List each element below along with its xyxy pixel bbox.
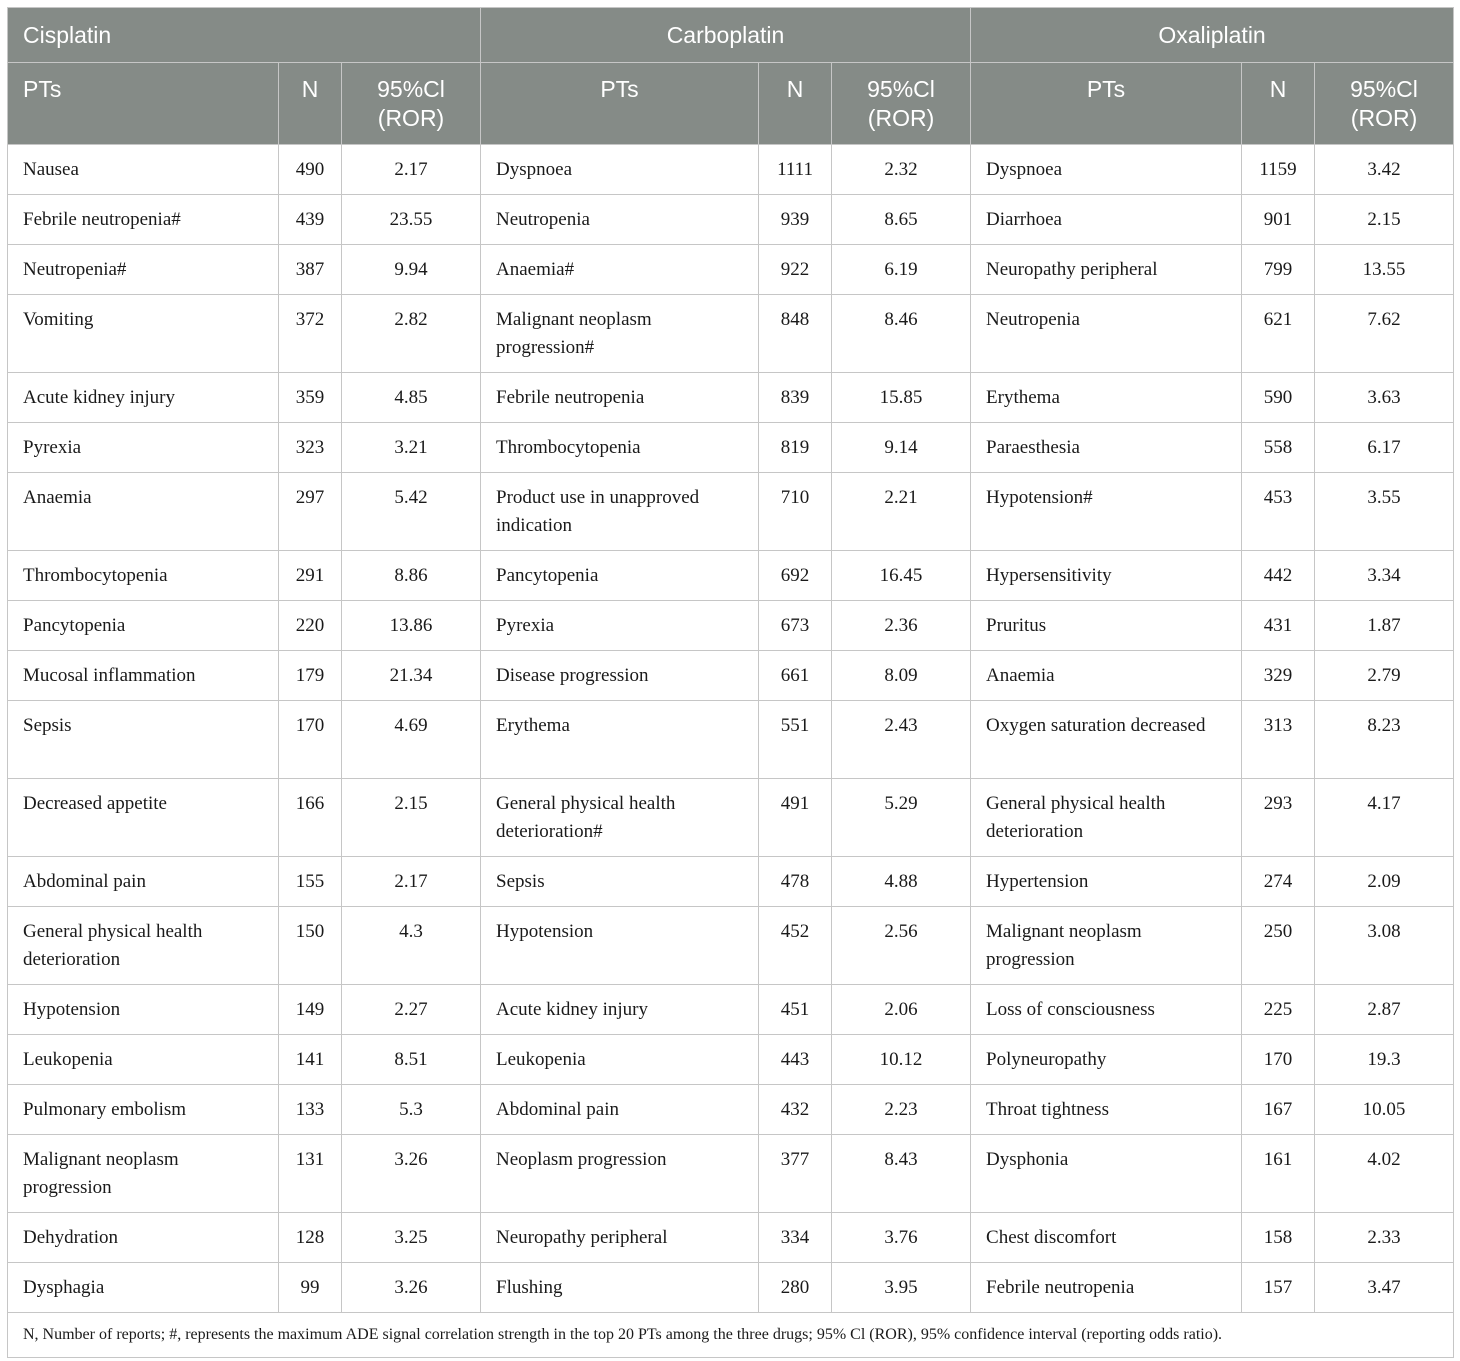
pt-cell: Vomiting	[8, 295, 279, 373]
pt-cell: Paraesthesia	[971, 423, 1242, 473]
ci-cell: 2.15	[342, 779, 481, 857]
n-cell: 799	[1242, 245, 1315, 295]
pt-cell: Pulmonary embolism	[8, 1085, 279, 1135]
n-cell: 323	[279, 423, 342, 473]
pt-cell: Dyspnoea	[971, 145, 1242, 195]
n-cell: 131	[279, 1135, 342, 1213]
ci-cell: 3.25	[342, 1213, 481, 1263]
ci-cell: 8.09	[832, 651, 971, 701]
pt-cell: Erythema	[481, 701, 759, 779]
ci-cell: 8.51	[342, 1035, 481, 1085]
ci-cell: 4.3	[342, 907, 481, 985]
pt-cell: Abdominal pain	[481, 1085, 759, 1135]
pt-cell: Hypotension	[481, 907, 759, 985]
ci-cell: 2.17	[342, 145, 481, 195]
pt-cell: Loss of consciousness	[971, 985, 1242, 1035]
ci-cell: 2.43	[832, 701, 971, 779]
pt-cell: Decreased appetite	[8, 779, 279, 857]
table-row	[8, 423, 1454, 473]
ci-cell: 3.47	[1315, 1263, 1454, 1313]
n-cell: 451	[759, 985, 832, 1035]
ci-cell: 13.55	[1315, 245, 1454, 295]
pt-cell: Hypertension	[971, 857, 1242, 907]
pt-cell: Febrile neutropenia	[481, 373, 759, 423]
n-cell: 141	[279, 1035, 342, 1085]
pt-cell: Acute kidney injury	[481, 985, 759, 1035]
table-row	[8, 1213, 1454, 1263]
pt-cell: Acute kidney injury	[8, 373, 279, 423]
n-cell: 280	[759, 1263, 832, 1313]
ci-cell: 3.34	[1315, 551, 1454, 601]
table-row	[8, 245, 1454, 295]
ci-cell: 2.27	[342, 985, 481, 1035]
ci-header-line1: 95%Cl	[867, 76, 935, 102]
ci-cell: 13.86	[342, 601, 481, 651]
n-cell: 297	[279, 473, 342, 551]
n-cell: 179	[279, 651, 342, 701]
ci-cell: 15.85	[832, 373, 971, 423]
adverse-events-table	[7, 7, 1454, 1358]
n-cell: 99	[279, 1263, 342, 1313]
pt-cell: Chest discomfort	[971, 1213, 1242, 1263]
ci-cell: 10.05	[1315, 1085, 1454, 1135]
ci-cell: 5.42	[342, 473, 481, 551]
table-row	[8, 1263, 1454, 1313]
drug-header-oxaliplatin: Oxaliplatin	[971, 8, 1454, 63]
ci-cell: 6.17	[1315, 423, 1454, 473]
n-cell: 329	[1242, 651, 1315, 701]
table-row	[8, 601, 1454, 651]
n-cell: 155	[279, 857, 342, 907]
n-cell: 387	[279, 245, 342, 295]
ci-cell: 4.69	[342, 701, 481, 779]
n-cell: 848	[759, 295, 832, 373]
column-header-n: N	[759, 63, 832, 145]
pt-cell: Neutropenia	[971, 295, 1242, 373]
pt-cell: Diarrhoea	[971, 195, 1242, 245]
drug-header-row	[8, 8, 1454, 63]
table-row	[8, 907, 1454, 985]
pt-cell: Malignant neoplasm progression	[971, 907, 1242, 985]
pt-cell: Thrombocytopenia	[481, 423, 759, 473]
n-cell: 922	[759, 245, 832, 295]
pt-cell: Malignant neoplasm progression#	[481, 295, 759, 373]
ci-cell: 4.88	[832, 857, 971, 907]
table-row	[8, 1035, 1454, 1085]
ci-header-line2: (ROR)	[377, 105, 445, 131]
ci-cell: 1.87	[1315, 601, 1454, 651]
ci-cell: 2.33	[1315, 1213, 1454, 1263]
column-header-ci	[1315, 63, 1454, 145]
pt-cell: Malignant neoplasm progression	[8, 1135, 279, 1213]
ci-cell: 21.34	[342, 651, 481, 701]
ci-cell: 10.12	[832, 1035, 971, 1085]
table-row	[8, 857, 1454, 907]
column-header-n: N	[279, 63, 342, 145]
n-cell: 157	[1242, 1263, 1315, 1313]
n-cell: 372	[279, 295, 342, 373]
ci-cell: 6.19	[832, 245, 971, 295]
table-header	[8, 8, 1454, 145]
drug-header-cisplatin: Cisplatin	[8, 8, 481, 63]
n-cell: 377	[759, 1135, 832, 1213]
table-row	[8, 779, 1454, 857]
pt-cell: Nausea	[8, 145, 279, 195]
n-cell: 443	[759, 1035, 832, 1085]
ci-cell: 2.79	[1315, 651, 1454, 701]
table-footer	[8, 1313, 1454, 1358]
n-cell: 901	[1242, 195, 1315, 245]
ci-cell: 3.42	[1315, 145, 1454, 195]
n-cell: 274	[1242, 857, 1315, 907]
ci-cell: 2.06	[832, 985, 971, 1035]
ci-cell: 3.21	[342, 423, 481, 473]
n-cell: 167	[1242, 1085, 1315, 1135]
pt-cell: Abdominal pain	[8, 857, 279, 907]
ci-cell: 4.85	[342, 373, 481, 423]
ci-cell: 3.55	[1315, 473, 1454, 551]
pt-cell: Pancytopenia	[481, 551, 759, 601]
ci-cell: 9.94	[342, 245, 481, 295]
pt-cell: Mucosal inflammation	[8, 651, 279, 701]
ci-cell: 4.17	[1315, 779, 1454, 857]
ci-cell: 2.15	[1315, 195, 1454, 245]
n-cell: 432	[759, 1085, 832, 1135]
pt-cell: Neutropenia#	[8, 245, 279, 295]
pt-cell: Polyneuropathy	[971, 1035, 1242, 1085]
n-cell: 158	[1242, 1213, 1315, 1263]
table-row	[8, 373, 1454, 423]
table-row	[8, 701, 1454, 779]
ci-cell: 2.87	[1315, 985, 1454, 1035]
ci-cell: 8.46	[832, 295, 971, 373]
n-cell: 150	[279, 907, 342, 985]
pt-cell: Dehydration	[8, 1213, 279, 1263]
column-header-ci	[342, 63, 481, 145]
n-cell: 453	[1242, 473, 1315, 551]
column-header-pts: PTs	[8, 63, 279, 145]
ci-cell: 3.76	[832, 1213, 971, 1263]
n-cell: 491	[759, 779, 832, 857]
table-row	[8, 651, 1454, 701]
n-cell: 478	[759, 857, 832, 907]
ci-cell: 8.86	[342, 551, 481, 601]
pt-cell: Neoplasm progression	[481, 1135, 759, 1213]
ci-cell: 7.62	[1315, 295, 1454, 373]
n-cell: 439	[279, 195, 342, 245]
ci-cell: 8.65	[832, 195, 971, 245]
table-row	[8, 145, 1454, 195]
ci-cell: 8.43	[832, 1135, 971, 1213]
ci-cell: 8.23	[1315, 701, 1454, 779]
n-cell: 1159	[1242, 145, 1315, 195]
pt-cell: Pyrexia	[481, 601, 759, 651]
pt-cell: Hypotension	[8, 985, 279, 1035]
column-header-pts: PTs	[971, 63, 1242, 145]
table-row	[8, 1085, 1454, 1135]
table-body	[8, 145, 1454, 1313]
drug-header-carboplatin: Carboplatin	[481, 8, 971, 63]
pt-cell: Sepsis	[8, 701, 279, 779]
ci-cell: 2.32	[832, 145, 971, 195]
pt-cell: Throat tightness	[971, 1085, 1242, 1135]
n-cell: 1111	[759, 145, 832, 195]
pt-cell: Pancytopenia	[8, 601, 279, 651]
pt-cell: Product use in unapproved indication	[481, 473, 759, 551]
pt-cell: Pyrexia	[8, 423, 279, 473]
pt-cell: Neuropathy peripheral	[481, 1213, 759, 1263]
n-cell: 149	[279, 985, 342, 1035]
n-cell: 334	[759, 1213, 832, 1263]
n-cell: 661	[759, 651, 832, 701]
table-container	[7, 7, 1453, 1358]
ci-cell: 3.26	[342, 1135, 481, 1213]
ci-cell: 2.17	[342, 857, 481, 907]
ci-cell: 3.63	[1315, 373, 1454, 423]
pt-cell: Anaemia	[8, 473, 279, 551]
ci-header-line2: (ROR)	[867, 105, 935, 131]
pt-cell: Hypersensitivity	[971, 551, 1242, 601]
pt-cell: Sepsis	[481, 857, 759, 907]
n-cell: 939	[759, 195, 832, 245]
column-header-n: N	[1242, 63, 1315, 145]
pt-cell: Thrombocytopenia	[8, 551, 279, 601]
ci-cell: 19.3	[1315, 1035, 1454, 1085]
pt-cell: Erythema	[971, 373, 1242, 423]
ci-cell: 4.02	[1315, 1135, 1454, 1213]
n-cell: 291	[279, 551, 342, 601]
n-cell: 133	[279, 1085, 342, 1135]
pt-cell: Febrile neutropenia	[971, 1263, 1242, 1313]
pt-cell: Neutropenia	[481, 195, 759, 245]
n-cell: 558	[1242, 423, 1315, 473]
ci-cell: 3.26	[342, 1263, 481, 1313]
n-cell: 170	[279, 701, 342, 779]
n-cell: 250	[1242, 907, 1315, 985]
table-row	[8, 1135, 1454, 1213]
n-cell: 170	[1242, 1035, 1315, 1085]
n-cell: 621	[1242, 295, 1315, 373]
n-cell: 161	[1242, 1135, 1315, 1213]
ci-cell: 2.21	[832, 473, 971, 551]
n-cell: 590	[1242, 373, 1315, 423]
table-row	[8, 195, 1454, 245]
ci-cell: 2.82	[342, 295, 481, 373]
ci-cell: 3.08	[1315, 907, 1454, 985]
pt-cell: Leukopenia	[481, 1035, 759, 1085]
table-row	[8, 551, 1454, 601]
column-header-pts: PTs	[481, 63, 759, 145]
pt-cell: Febrile neutropenia#	[8, 195, 279, 245]
ci-cell: 23.55	[342, 195, 481, 245]
pt-cell: Oxygen saturation decreased	[971, 701, 1242, 779]
n-cell: 166	[279, 779, 342, 857]
pt-cell: Leukopenia	[8, 1035, 279, 1085]
column-header-row	[8, 63, 1454, 145]
table-row	[8, 985, 1454, 1035]
pt-cell: General physical health deterioration	[8, 907, 279, 985]
n-cell: 128	[279, 1213, 342, 1263]
n-cell: 551	[759, 701, 832, 779]
pt-cell: Neuropathy peripheral	[971, 245, 1242, 295]
pt-cell: Pruritus	[971, 601, 1242, 651]
n-cell: 442	[1242, 551, 1315, 601]
n-cell: 839	[759, 373, 832, 423]
ci-cell: 5.29	[832, 779, 971, 857]
pt-cell: Anaemia	[971, 651, 1242, 701]
n-cell: 225	[1242, 985, 1315, 1035]
n-cell: 819	[759, 423, 832, 473]
ci-header-line1: 95%Cl	[1350, 76, 1418, 102]
n-cell: 220	[279, 601, 342, 651]
ci-cell: 5.3	[342, 1085, 481, 1135]
footnote: N, Number of reports; #, represents the maximum ADE signal correlation strength in the top 20 PTs among the three drugs; 95% Cl (ROR), 95% confidence interval (reporting odds ratio).	[8, 1313, 1454, 1358]
footnote-row	[8, 1313, 1454, 1358]
ci-cell: 2.36	[832, 601, 971, 651]
pt-cell: General physical health deterioration#	[481, 779, 759, 857]
ci-cell: 2.56	[832, 907, 971, 985]
pt-cell: Disease progression	[481, 651, 759, 701]
pt-cell: General physical health deterioration	[971, 779, 1242, 857]
pt-cell: Anaemia#	[481, 245, 759, 295]
ci-cell: 9.14	[832, 423, 971, 473]
n-cell: 673	[759, 601, 832, 651]
ci-cell: 16.45	[832, 551, 971, 601]
ci-cell: 2.23	[832, 1085, 971, 1135]
ci-header-line2: (ROR)	[1350, 105, 1418, 131]
ci-cell: 3.95	[832, 1263, 971, 1313]
pt-cell: Flushing	[481, 1263, 759, 1313]
pt-cell: Dyspnoea	[481, 145, 759, 195]
column-header-ci	[832, 63, 971, 145]
table-row	[8, 473, 1454, 551]
n-cell: 452	[759, 907, 832, 985]
n-cell: 359	[279, 373, 342, 423]
n-cell: 313	[1242, 701, 1315, 779]
n-cell: 431	[1242, 601, 1315, 651]
pt-cell: Dysphonia	[971, 1135, 1242, 1213]
pt-cell: Hypotension#	[971, 473, 1242, 551]
ci-header-line1: 95%Cl	[377, 76, 445, 102]
n-cell: 692	[759, 551, 832, 601]
n-cell: 490	[279, 145, 342, 195]
n-cell: 710	[759, 473, 832, 551]
ci-cell: 2.09	[1315, 857, 1454, 907]
n-cell: 293	[1242, 779, 1315, 857]
pt-cell: Dysphagia	[8, 1263, 279, 1313]
table-row	[8, 295, 1454, 373]
